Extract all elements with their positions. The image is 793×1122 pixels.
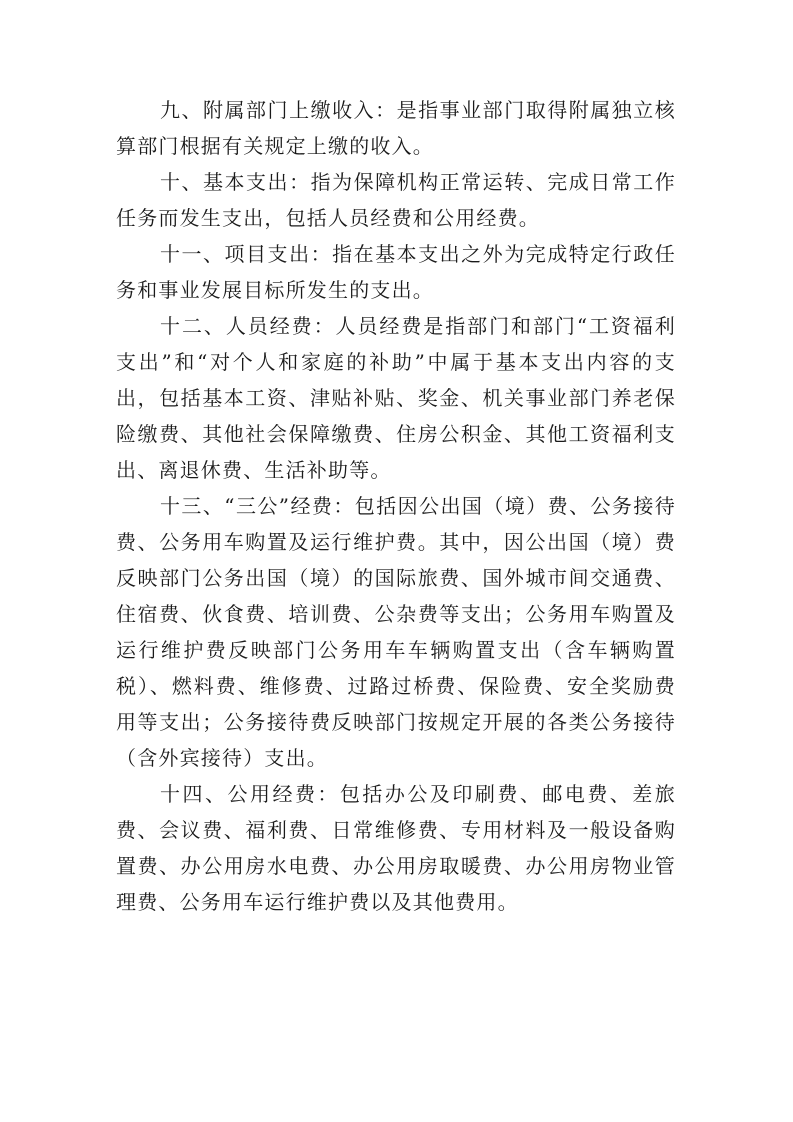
- paragraph-item-12: 十二、人员经费：人员经费是指部门和部门“工资福利支出”和“对个人和家庭的补助”中属于基本支出内容的支出，包括基本工资、津贴补贴、奖金、机关事业部门养老保险缴费、其他社会保障缴费、住房公积金、其他工资福利支出、离退休费、生活补助等。: [116, 314, 676, 482]
- paragraph-item-11: 十一、项目支出：指在基本支出之外为完成特定行政任务和事业发展目标所发生的支出。: [116, 242, 676, 302]
- paragraph-item-10: 十、基本支出：指为保障机构正常运转、完成日常工作任务而发生支出，包括人员经费和公用经费。: [116, 170, 676, 230]
- document-body: [116, 92, 676, 920]
- paragraph-item-14: 十四、公用经费：包括办公及印刷费、邮电费、差旅费、会议费、福利费、日常维修费、专用材料及一般设备购置费、办公用房水电费、办公用房取暖费、办公用房物业管理费、公务用车运行维护费以及其他费用。: [116, 782, 676, 914]
- paragraph-item-13: 十三、“三公”经费：包括因公出国（境）费、公务接待费、公务用车购置及运行维护费。其中，因公出国（境）费反映部门公务出国（境）的国际旅费、国外城市间交通费、住宿费、伙食费、培训费、公杂费等支出；公务用车购置及运行维护费反映部门公务用车车辆购置支出（含车辆购置税）、燃料费、维修费、过路过桥费、保险费、安全奖励费用等支出；公务接待费反映部门按规定开展的各类公务接待（含外宾接待）支出。: [116, 494, 676, 770]
- paragraph-item-9: 九、附属部门上缴收入：是指事业部门取得附属独立核算部门根据有关规定上缴的收入。: [116, 98, 676, 158]
